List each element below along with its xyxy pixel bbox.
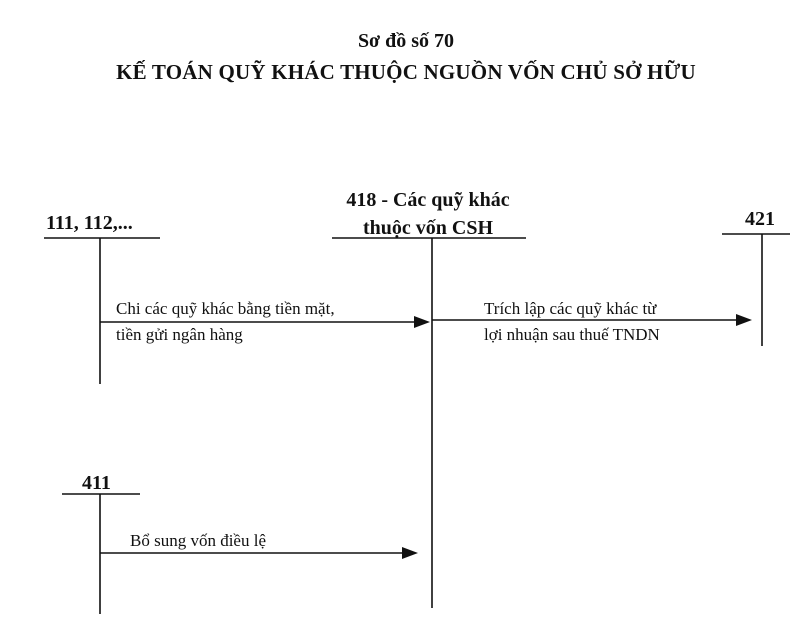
account-418-title-line1: 418 - Các quỹ khác: [346, 189, 510, 211]
diagram-main-title: KẾ TOÁN QUỸ KHÁC THUỘC NGUỒN VỐN CHỦ SỞ HỮU: [116, 60, 696, 84]
account-111-112-label: 111, 112,...: [46, 212, 133, 234]
flow-appropriate-label-line1: Trích lập các quỹ khác từ: [484, 299, 657, 318]
flow-appropriate-arrowhead: [736, 314, 752, 326]
account-418-title-line2: thuộc vốn CSH: [362, 217, 494, 239]
flow-spend-label-line1: Chi các quỹ khác bằng tiền mặt,: [116, 299, 335, 318]
flow-spend-label-line2: tiền gửi ngân hàng: [116, 325, 243, 344]
flow-supplement-arrowhead: [402, 547, 418, 559]
flow-spend-arrowhead: [414, 316, 430, 328]
account-421-label: 421: [745, 208, 775, 230]
account-411-label: 411: [82, 472, 111, 494]
flow-supplement-label-line1: Bổ sung vốn điều lệ: [130, 531, 266, 550]
flow-appropriate-label-line2: lợi nhuận sau thuế TNDN: [484, 325, 660, 344]
diagram-number-title: Sơ đồ số 70: [357, 30, 455, 52]
